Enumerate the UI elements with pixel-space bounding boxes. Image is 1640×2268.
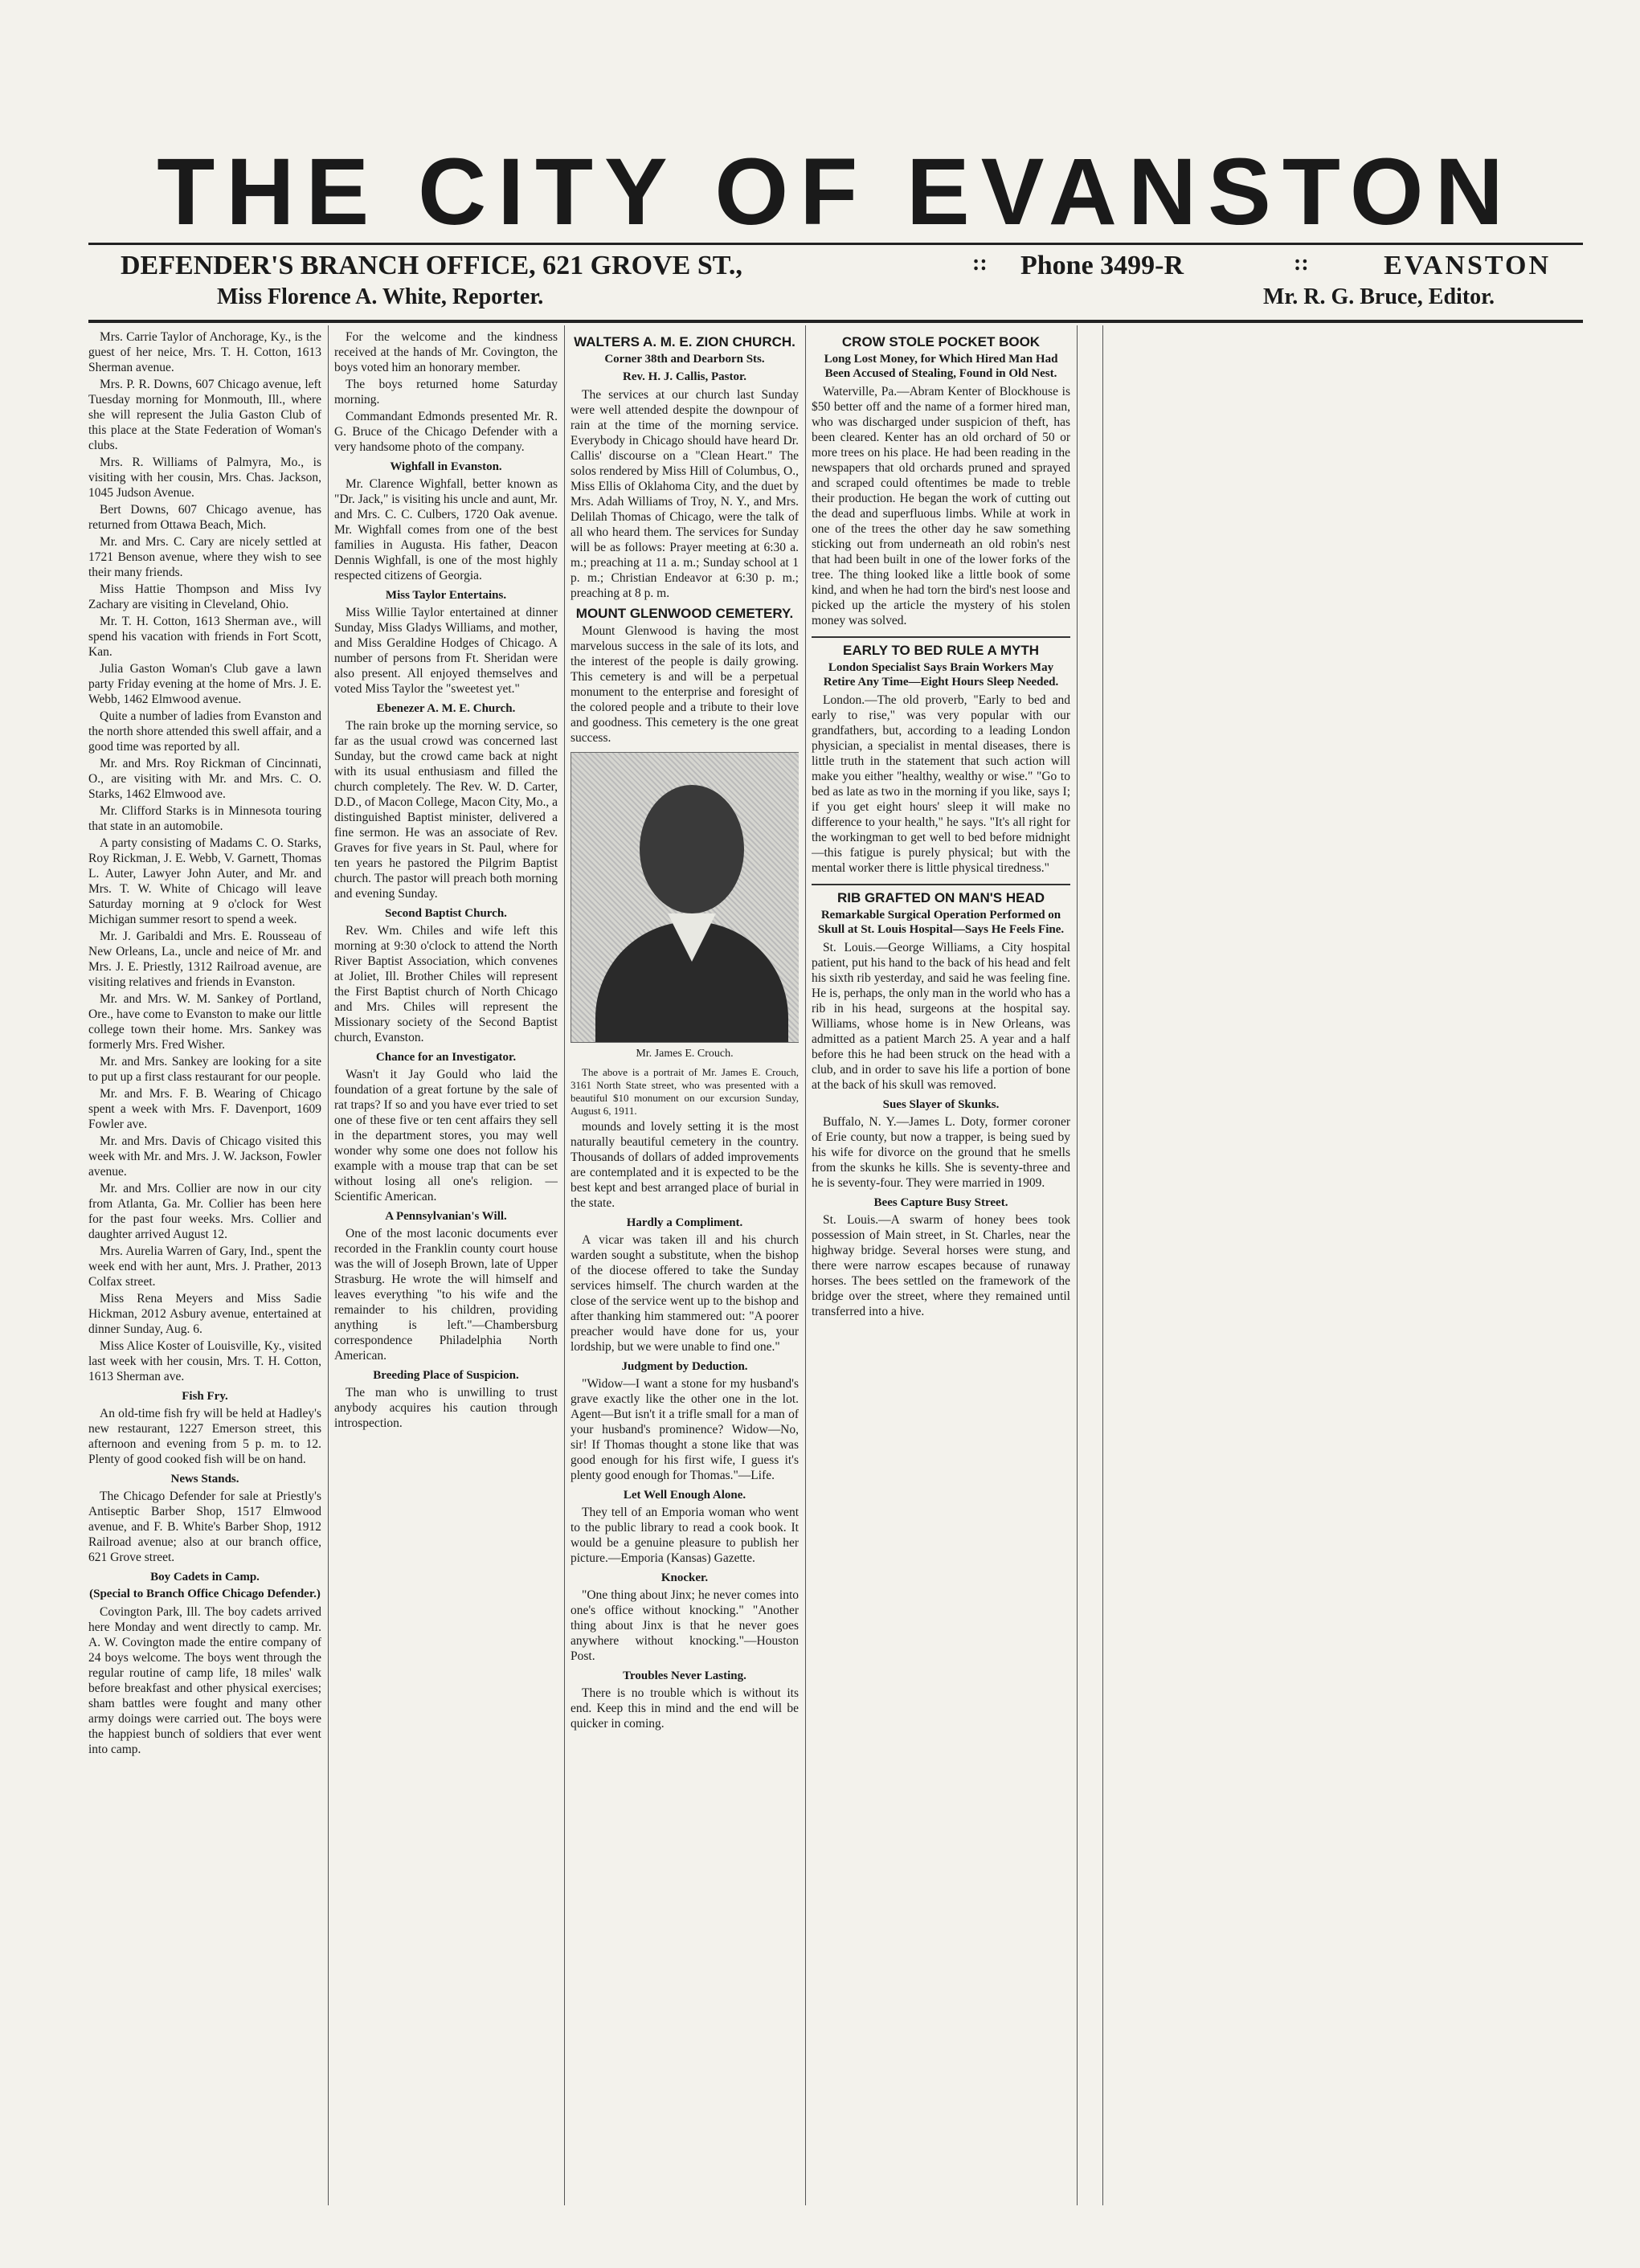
news-item: Mr. J. Garibaldi and Mrs. E. Rousseau of New Orleans, La., uncle and neice of Mr. and Mrs. J. E. Priestly, 1312 Railroad avenue, are visiting relatives and friends in Evanston. — [88, 930, 321, 989]
news-item: Mrs. Aurelia Warren of Gary, Ind., spent the week end with her aunt, Mrs. J. Prather, 2013 Colfax street. — [88, 1244, 321, 1289]
news-item: Mrs. P. R. Downs, 607 Chicago avenue, left Tuesday morning for Monmouth, Ill., where she will represent the Julia Gaston Club of this place at the State Federation of Woman's clubs. — [88, 378, 321, 452]
news-item: Miss Hattie Thompson and Miss Ivy Zachary are visiting in Cleveland, Ohio. — [88, 582, 321, 611]
article-body: "Widow—I want a stone for my husband's grave exactly like the other one in the lot. Agent—But isn't it a trifle small for a man of your husband's prominence? Widow—No, sir! If Thomas thought a stone like that was good enough for his first wife, I guess it's plenty good enough for Thomas."—Life. — [571, 1377, 799, 1482]
section-heading: Ebenezer A. M. E. Church. — [376, 702, 516, 715]
separator: :: — [1294, 251, 1309, 276]
section-heading: News Stands. — [170, 1473, 239, 1485]
article-body: mounds and lovely setting it is the most naturally beautiful cemetery in the country. Thousands of dollars of added improvements are contemplated and it is expected to be the best kept and best arranged place of burial in the state. — [571, 1120, 799, 1210]
separator: :: — [972, 251, 988, 276]
news-item: Quite a number of ladies from Evanston and the north shore attended this swell affair, and a good time was reported by all. — [88, 709, 321, 754]
subhead — [88, 251, 1583, 323]
news-item: Mr. and Mrs. F. B. Wearing of Chicago spent a week with Mrs. F. Davenport, 1609 Fowler ave. — [88, 1087, 321, 1131]
section-heading: Wighfall in Evanston. — [390, 460, 502, 473]
article-body: St. Louis.—George Williams, a City hospital patient, put his hand to the back of his head and felt his sixth rib yesterday, and said he was feeling fine. He is, perhaps, the only man in the world who has a rib in his head, surgeons at the hospital say. Williams, whose home is in New Orleans, was admitted as a patient March 25. A year and a half before this he had been struck on the head with a club, and in order to save his life a portion of bone at the back of his skull was removed. — [812, 941, 1070, 1092]
masthead-rule — [88, 243, 1583, 245]
section-heading: Sues Slayer of Skunks. — [882, 1098, 1000, 1111]
news-item: Julia Gaston Woman's Club gave a lawn party Friday evening at the home of Mrs. J. E. Webb, 1462 Elmwood avenue. — [88, 662, 321, 706]
column-3 — [571, 329, 799, 2201]
article-body: An old-time fish fry will be held at Hadley's new restaurant, 1227 Emerson street, this afternoon and evening from 5 p. m. to 12. Plenty of good cooked fish will be on hand. — [88, 1407, 321, 1466]
news-item: For the welcome and the kindness received at the hands of Mr. Covington, the boys voted him an honorary member. — [334, 330, 558, 374]
news-item: A party consisting of Madams C. O. Starks, Roy Rickman, J. E. Webb, V. Garnett, Thomas L. Auter, Lawyer John Auter, and Mr. and Mrs. T. W. White of Chicago will leave Saturday morning at 9 o'clock for West Michigan summer resort to spend a week. — [88, 836, 321, 926]
news-item: Mr. and Mrs. C. Cary are nicely settled at 1721 Benson avenue, where they wish to see their many friends. — [88, 535, 321, 579]
photo-caption: Mr. James E. Crouch. — [636, 1048, 734, 1060]
article-headline: MOUNT GLENWOOD CEMETERY. — [575, 606, 794, 621]
editor-line: Mr. R. G. Bruce, Editor. — [1262, 284, 1495, 309]
pastor-line: Rev. H. J. Callis, Pastor. — [622, 370, 747, 383]
article-body: London.—The old proverb, "Early to bed and early to rise," was very popular with our grandfathers, but, according to a leading London physician, a specialist in mental diseases, there is little truth in the statement that such action will make you either "healthy, wealthy or wise." "Go to bed as late as two in the morning if you like, says I; if you get eight hours' sleep it will make no difference to your health," he says. "It's all right for the workingman to get well to bed before midnight—this fatigue is purely physical; but with the mental worker there is little physical tiredness." — [812, 693, 1070, 875]
article-body: Buffalo, N. Y.—James L. Doty, former coroner of Erie county, but now a trapper, is being sued by his wife for divorce on the ground that he smells from the skunks he kills. She is seventy-three and he is seventy-four. They were married in 1909. — [812, 1115, 1070, 1190]
section-heading: Miss Taylor Entertains. — [385, 589, 507, 602]
section-heading: Chance for an Investigator. — [375, 1051, 517, 1064]
news-item: Mr. and Mrs. Davis of Chicago visited this week with Mr. and Mrs. J. W. Jackson, Fowler avenue. — [88, 1134, 321, 1179]
article-body: Waterville, Pa.—Abram Kenter of Blockhouse is $50 better off and the name of a former hired man, who was discharged under suspicion of theft, has been cleared. Kenter has an old orchard of 50 or more trees on his place. He had been reading in the newspapers that old orchards pruned and sprayed and scraped could oftentimes be made to treble their production. He began the work of cutting out the dead and superfluous limbs. While at work in one of the trees the other day he saw something sticking out from underneath an old robin's nest that had been built in one of the lower forks of the tree. The thing looked like a little book of some kind, and when he had torn the bird's nest loose and picked up the article the mystery of his stolen money was solved. — [812, 385, 1070, 627]
article-body: They tell of an Emporia woman who went to the public library to read a cook book. It would be a genuine pleasure to publish her picture.—Emporia (Kansas) Gazette. — [571, 1506, 799, 1565]
article-body: The services at our church last Sunday were well attended despite the downpour of rain at the time of the morning service. Everybody in Chicago should have heard Dr. Callis' discourse on a "Clean Heart." The solos rendered by Miss Hill of Columbus, O., Miss Ellis of Oklahoma City, and the duet by Mrs. Adah Williams of Troy, N. Y., and Mrs. Delilah Thomas of Chicago, were the talk of all who heard them. The services for Sunday will be as follows: Prayer meeting at 6:30 a. m.; preaching at 11 a. m.; Sunday school at 1 p. m.; Christian Endeavor at 6:30 p. m.; preaching at 8 p. m. — [571, 388, 799, 600]
news-item: The boys returned home Saturday morning. — [334, 378, 558, 407]
portrait-head — [640, 785, 744, 913]
news-item: Mrs. R. Williams of Palmyra, Mo., is visiting with her cousin, Mrs. Chas. Jackson, 1045 Judson Avenue. — [88, 456, 321, 500]
article-body: There is no trouble which is without its end. Keep this in mind and the end will be quicker in coming. — [571, 1686, 799, 1731]
news-item: Mrs. Carrie Taylor of Anchorage, Ky., is the guest of her neice, Mrs. T. H. Cotton, 1613 Sherman avenue. — [88, 330, 321, 374]
column-rule — [805, 325, 806, 2205]
column-rule — [564, 325, 565, 2205]
news-item: Bert Downs, 607 Chicago avenue, has returned from Ottawa Beach, Mich. — [88, 503, 321, 532]
city-name: EVANSTON — [1384, 251, 1551, 280]
article-body: "One thing about Jinx; he never comes into one's office without knocking." "Another thing about Jinx is that he never goes anywhere without knocking."—Houston Post. — [571, 1588, 799, 1663]
section-heading: Knocker. — [660, 1571, 709, 1584]
article-body: The Chicago Defender for sale at Priestly's Antiseptic Barber Shop, 1517 Elmwood avenue, and F. B. White's Barber Shop, 1912 Railroad avenue; also at our branch office, 621 Grove street. — [88, 1490, 321, 1564]
article-dek: Long Lost Money, for Which Hired Man Had Been Accused of Stealing, Found in Old Nest. — [824, 353, 1058, 380]
article-body: Mr. Clarence Wighfall, better known as "Dr. Jack," is visiting his uncle and aunt, Mr. and Mrs. C. C. Culbers, 1720 Oak avenue. Mr. Wighfall comes from one of the best families in Augusta. His father, Deacon Dennis Wighfall, is one of the most highly respected citizens of Georgia. — [334, 477, 558, 582]
news-item: Mr. T. H. Cotton, 1613 Sherman ave., will spend his vacation with friends in Fort Scott, Kan. — [88, 615, 321, 659]
article-body: A vicar was taken ill and his church warden sought a substitute, when the bishop of the diocese offered to take the Sunday services himself. The church warden at the close of the service went up to the bishop and after thanking him stammered out: "A poorer preacher would have done for us, your lordship, but we were unable to find one." — [571, 1233, 799, 1354]
reporter-line: Miss Florence A. White, Reporter. — [217, 284, 544, 309]
article-body: Covington Park, Ill. The boy cadets arrived here Monday and went directly to camp. Mr. A. W. Covington made the entire company of 24 boys welcome. The boys went through the regular routine of camp life, 18 miles' walk before breakfast and other physical exercises; sham battles were fought and many other army doings were carried out. The boys were the happiest bunch of soldiers that ever went into camp. — [88, 1605, 321, 1756]
photo-note: The above is a portrait of Mr. James E. Crouch, 3161 North State street, who was presented with a beautiful $10 monument on our excursion Sunday, August 6, 1911. — [571, 1066, 799, 1117]
article-headline: EARLY TO BED RULE A MYTH — [812, 636, 1070, 659]
portrait-photo — [571, 752, 799, 1043]
article-body: Mount Glenwood is having the most marvelous success in the sale of its lots, and the interest of the people is daily growing. This cemetery is and will be a perpetual monument to the enterprise and foresight of the colored people and a tribute to their love and goodness. This cemetery is the one great success. — [571, 624, 799, 745]
news-item: Mr. and Mrs. Sankey are looking for a site to put up a first class restaurant for our people. — [88, 1055, 321, 1084]
article-body: One of the most laconic documents ever recorded in the Franklin county court house was the will of Joseph Brown, late of Upper Strasburg. He wrote the will himself and leaves everything "to his wife and the remainder to his children, providing anything is left."—Chambersburg correspondence Philadelphia North American. — [334, 1227, 558, 1363]
article-headline: WALTERS A. M. E. ZION CHURCH. — [574, 334, 795, 349]
article-body: Wasn't it Jay Gould who laid the foundation of a great fortune by the sale of rat traps? If so and you have ever tried to set one of these five or ten cent affairs they sell in the department stores, you may well wonder why some one does not follow his example with a mouse trap that can be set without losing all one's religion. —Scientific American. — [334, 1068, 558, 1203]
article-body: Miss Willie Taylor entertained at dinner Sunday, Miss Gladys Williams, and mother, and Miss Geraldine Hodges of Chicago. A number of persons from Ft. Sheridan were also present. All enjoyed themselves and voted Miss Taylor the "sweetest yet." — [334, 606, 558, 696]
news-item: Mr. and Mrs. Roy Rickman of Cincinnati, O., are visiting with Mr. and Mrs. C. O. Starks, 1462 Elmwood ave. — [88, 757, 321, 801]
section-heading: Bees Capture Busy Street. — [873, 1196, 1008, 1209]
article-dek: Corner 38th and Dearborn Sts. — [604, 353, 765, 366]
article-body: Rev. Wm. Chiles and wife left this morning at 9:30 o'clock to attend the North River Baptist Association, which convenes at Joliet, Ill. Brother Chiles will represent the First Baptist church of North Chicago and Mrs. Chiles will represent the Missionary society of the Second Baptist church, Evanston. — [334, 924, 558, 1044]
article-dek: (Special to Branch Office Chicago Defender.) — [89, 1588, 321, 1600]
section-heading: Troubles Never Lasting. — [623, 1669, 746, 1682]
column-rule — [1102, 325, 1103, 2205]
article-body: The man who is unwilling to trust anybody acquires his caution through introspection. — [334, 1386, 558, 1430]
section-heading: Boy Cadets in Camp. — [150, 1571, 260, 1584]
news-item: Miss Rena Meyers and Miss Sadie Hickman, 2012 Asbury avenue, entertained at dinner Sunday, Aug. 6. — [88, 1292, 321, 1336]
section-heading: Breeding Place of Suspicion. — [373, 1369, 519, 1382]
column-rule — [328, 325, 329, 2205]
article-body: The rain broke up the morning service, so far as the usual crowd was concerned last Sunday, but the crowd came back at night with its usual enthusiasm and filled the church completely. The Rev. W. D. Carter, D.D., of Macon College, Macon City, Mo., a distinguished Baptist minister, delivered a fine sermon. He was an associate of Rev. Graves for five years in St. Paul, where for ten years he pastored the Pilgrim Baptist church. The pastor will preach both morning and evening Sunday. — [334, 719, 558, 901]
news-item: Commandant Edmonds presented Mr. R. G. Bruce of the Chicago Defender with a very handsome photo of the company. — [334, 410, 558, 454]
article-dek: London Specialist Says Brain Workers May Retire Any Time—Eight Hours Sleep Needed. — [823, 661, 1059, 689]
news-item: Miss Alice Koster of Louisville, Ky., visited last week with her cousin, Mrs. T. H. Cotton, 1613 Sherman ave. — [88, 1339, 321, 1383]
section-heading: Fish Fry. — [182, 1390, 228, 1403]
news-item: Mr. and Mrs. W. M. Sankey of Portland, Ore., have come to Evanston to make our little college town their home. Mrs. Sankey was formerly Mrs. Fred Wisher. — [88, 992, 321, 1052]
article-dek: Remarkable Surgical Operation Performed on Skull at St. Louis Hospital—Says He Feels Fine. — [817, 909, 1065, 936]
news-item: Mr. and Mrs. Collier are now in our city from Atlanta, Ga. Mr. Collier has been here for the past four weeks. Mrs. Collier and daughter arrived August 12. — [88, 1182, 321, 1241]
column-4 — [812, 329, 1070, 2201]
article-headline: CROW STOLE POCKET BOOK — [841, 334, 1041, 349]
section-heading: A Pennsylvanian's Will. — [385, 1210, 507, 1223]
article-body: St. Louis.—A swarm of honey bees took possession of Main street, in St. Charles, near the highway bridge. Several horses were stung, and there were narrow escapes because of runaway horses. The bees settled on the framework of the bridge over the street, where they remained until transferred into a hive. — [812, 1213, 1070, 1318]
column-rule — [1077, 325, 1078, 2205]
subhead-rule — [88, 320, 1583, 323]
section-heading: Judgment by Deduction. — [621, 1360, 748, 1373]
masthead-title: THE CITY OF EVANSTON — [157, 139, 1515, 245]
article-headline: RIB GRAFTED ON MAN'S HEAD — [812, 884, 1070, 906]
branch-office: DEFENDER'S BRANCH OFFICE, 621 GROVE ST., — [121, 251, 742, 280]
column-1 — [88, 329, 321, 2201]
column-2 — [334, 329, 558, 2201]
section-heading: Second Baptist Church. — [385, 907, 507, 920]
section-heading: Let Well Enough Alone. — [623, 1489, 746, 1502]
section-heading: Hardly a Compliment. — [626, 1216, 743, 1229]
phone-number: Phone 3499-R — [1020, 251, 1184, 280]
news-item: Mr. Clifford Starks is in Minnesota touring that state in an automobile. — [88, 804, 321, 833]
